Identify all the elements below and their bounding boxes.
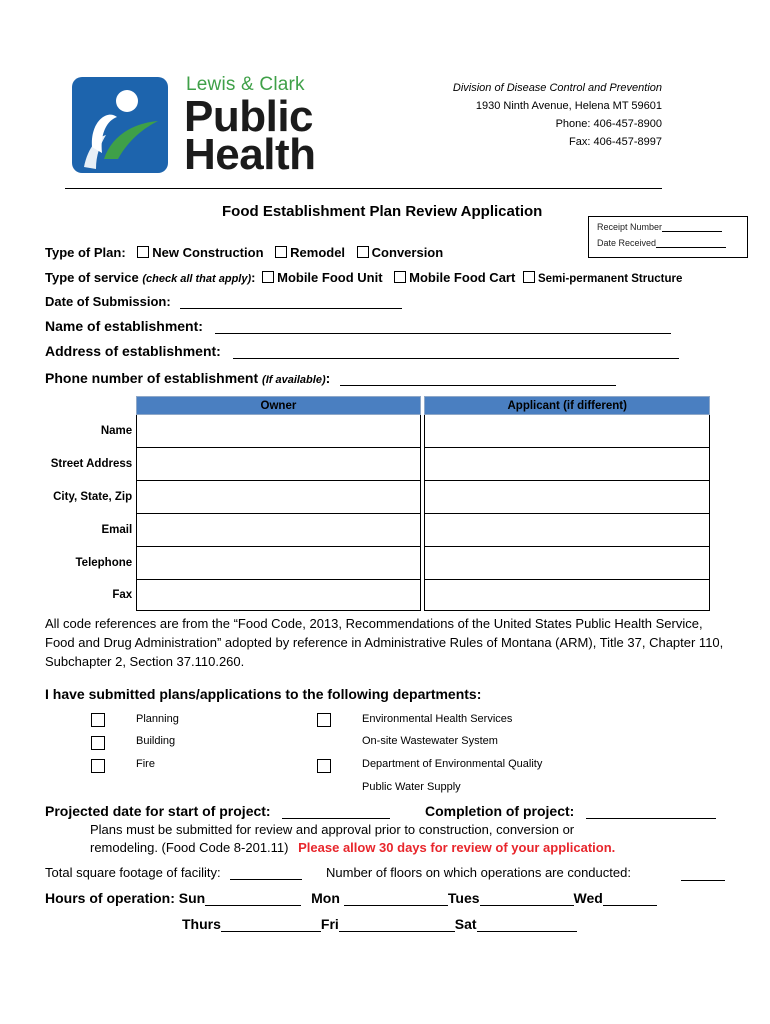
address-of-establishment-row: [45, 343, 679, 359]
receipt-number-field[interactable]: Receipt Number: [597, 222, 722, 232]
checkbox-fire[interactable]: [91, 759, 105, 773]
name-of-establishment-row: [45, 318, 671, 334]
date-of-submission-input[interactable]: [180, 294, 402, 309]
completion-row: [425, 803, 716, 819]
row-label-city: City, State, Zip: [53, 491, 133, 503]
owner-street-cell[interactable]: [137, 448, 421, 481]
address-of-establishment-label: Address of establishment:: [45, 343, 221, 359]
phone-colon: :: [325, 370, 331, 386]
sat-input[interactable]: [477, 917, 577, 932]
address-of-establishment-input[interactable]: [233, 344, 679, 359]
table-row: [44, 547, 710, 580]
row-label-email: Email: [101, 524, 133, 536]
type-of-service-row: [45, 270, 682, 285]
thurs-input[interactable]: [221, 917, 321, 932]
contact-table: [44, 396, 710, 611]
departments-title: I have submitted plans/applications to the following departments:: [45, 686, 482, 702]
wed-input[interactable]: [603, 891, 657, 906]
floors-label: Number of floors on which operations are conducted:: [326, 865, 631, 880]
fri-input[interactable]: [339, 917, 455, 932]
dept-fire: Fire: [136, 758, 155, 770]
name-of-establishment-input[interactable]: [215, 319, 671, 334]
checkbox-semi-permanent[interactable]: [523, 271, 535, 283]
day-sat: Sat: [454, 916, 477, 932]
type-of-service-colon: :: [251, 270, 256, 285]
division-phone: Phone: 406-457-8900: [555, 118, 662, 130]
sun-input[interactable]: [205, 891, 301, 906]
day-thurs: Thurs: [182, 916, 221, 932]
square-footage-label: Total square footage of facility:: [45, 865, 221, 880]
applicant-city-cell[interactable]: [425, 481, 710, 514]
owner-email-cell[interactable]: [137, 514, 421, 547]
hours-row-1: [45, 890, 657, 906]
tues-input[interactable]: [480, 891, 574, 906]
logo-line-2: Public: [184, 92, 314, 141]
day-wed: Wed: [573, 890, 603, 906]
receipt-box: [588, 216, 748, 258]
floors-row: [326, 865, 631, 880]
completion-label: Completion of project:: [425, 803, 575, 819]
name-of-establishment-label: Name of establishment:: [45, 318, 203, 334]
row-label-telephone: Telephone: [75, 557, 133, 569]
plans-note-line1: Plans must be submitted for review and approval prior to construction, conversion or: [90, 822, 575, 837]
division-name: Division of Disease Control and Prevention: [452, 82, 662, 94]
hours-row-2: [182, 916, 577, 932]
option-semi-permanent: Semi-permanent Structure: [537, 273, 683, 285]
day-sun: Sun: [178, 890, 206, 906]
option-mobile-food-unit: Mobile Food Unit: [277, 270, 383, 285]
dept-planning: Planning: [136, 713, 179, 725]
plans-note-code: remodeling. (Food Code 8-201.11): [90, 840, 289, 855]
type-of-plan-label: Type of Plan:: [45, 245, 126, 260]
checkbox-conversion[interactable]: [357, 246, 369, 258]
project-start-label: Projected date for start of project:: [45, 803, 271, 819]
logo-figure-icon: [72, 77, 168, 173]
project-start-input[interactable]: [282, 804, 390, 819]
type-of-service-label: Type of service: [45, 270, 139, 285]
mon-input[interactable]: [344, 891, 448, 906]
row-label-street: Street Address: [50, 458, 133, 470]
option-remodel: Remodel: [290, 245, 346, 260]
project-start-row: [45, 803, 390, 819]
column-owner: Owner: [137, 397, 421, 415]
checkbox-remodel[interactable]: [275, 246, 287, 258]
logo-line-3: Health: [184, 130, 316, 179]
plans-note-line2: [90, 840, 615, 855]
hours-label: Hours of operation:: [45, 890, 175, 906]
table-row: [44, 580, 710, 611]
form-title: Food Establishment Plan Review Application: [222, 203, 543, 220]
dept-building: Building: [136, 735, 176, 747]
checkbox-new-construction[interactable]: [137, 246, 149, 258]
phone-of-establishment-input[interactable]: [340, 371, 616, 386]
square-footage-row: [45, 865, 302, 880]
column-applicant: Applicant (if different): [425, 397, 710, 415]
table-row: [44, 448, 710, 481]
phone-of-establishment-label: Phone number of establishment: [45, 370, 259, 386]
applicant-street-cell[interactable]: [425, 448, 710, 481]
floors-input[interactable]: [681, 866, 725, 881]
owner-telephone-cell[interactable]: [137, 547, 421, 580]
dept-environmental-health: Environmental Health Services: [362, 713, 513, 725]
checkbox-building[interactable]: [91, 736, 105, 750]
option-new-construction: New Construction: [152, 245, 264, 260]
option-conversion: Conversion: [371, 245, 444, 260]
logo-line-1: Lewis & Clark: [186, 74, 305, 95]
division-fax: Fax: 406-457-8997: [569, 136, 662, 148]
row-label-fax: Fax: [112, 589, 133, 601]
checkbox-planning[interactable]: [91, 713, 105, 727]
square-footage-input[interactable]: [230, 865, 302, 880]
phone-note: (If available): [262, 374, 326, 386]
checkbox-mobile-food-cart[interactable]: [394, 271, 406, 283]
table-row: [44, 514, 710, 547]
dept-onsite-wastewater: On-site Wastewater System: [362, 735, 498, 747]
row-label-name: Name: [100, 425, 133, 437]
owner-name-cell[interactable]: [137, 415, 421, 448]
table-row: [44, 481, 710, 514]
code-reference-text: All code references are from the “Food Code, 2013, Recommendations of the United States Public Health Service, Food and Drug Administration” adopted by reference in Administrative Rules of Montana (ARM), Title 37, Chapter 110, Subchapter 2, Section 37.110.260.: [45, 616, 724, 669]
phone-of-establishment-row: [45, 370, 616, 386]
dept-deq: Department of Environmental Quality: [362, 758, 543, 770]
applicant-fax-cell[interactable]: [425, 580, 710, 611]
owner-fax-cell[interactable]: [137, 580, 421, 611]
header-divider: [65, 188, 662, 189]
review-warning: Please allow 30 days for review of your application.: [298, 840, 616, 855]
table-corner: [44, 397, 137, 415]
applicant-email-cell[interactable]: [425, 514, 710, 547]
owner-city-cell[interactable]: [137, 481, 421, 514]
date-of-submission-row: [45, 294, 402, 309]
logo-mark: [72, 77, 168, 173]
date-of-submission-label: Date of Submission:: [45, 294, 171, 309]
applicant-telephone-cell[interactable]: [425, 547, 710, 580]
checkbox-mobile-food-unit[interactable]: [262, 271, 274, 283]
completion-input[interactable]: [586, 804, 716, 819]
date-received-field[interactable]: Date Received: [597, 238, 726, 248]
type-of-service-note: (check all that apply): [142, 273, 252, 285]
day-tues: Tues: [447, 890, 480, 906]
day-mon: Mon: [311, 890, 340, 906]
checkbox-deq[interactable]: [317, 759, 331, 773]
dept-public-water: Public Water Supply: [362, 781, 461, 793]
division-address: 1930 Ninth Avenue, Helena MT 59601: [475, 100, 662, 112]
type-of-plan-row: [45, 245, 443, 260]
table-row: [44, 415, 710, 448]
option-mobile-food-cart: Mobile Food Cart: [409, 270, 516, 285]
applicant-name-cell[interactable]: [425, 415, 710, 448]
checkbox-environmental-health[interactable]: [317, 713, 331, 727]
day-fri: Fri: [320, 916, 339, 932]
